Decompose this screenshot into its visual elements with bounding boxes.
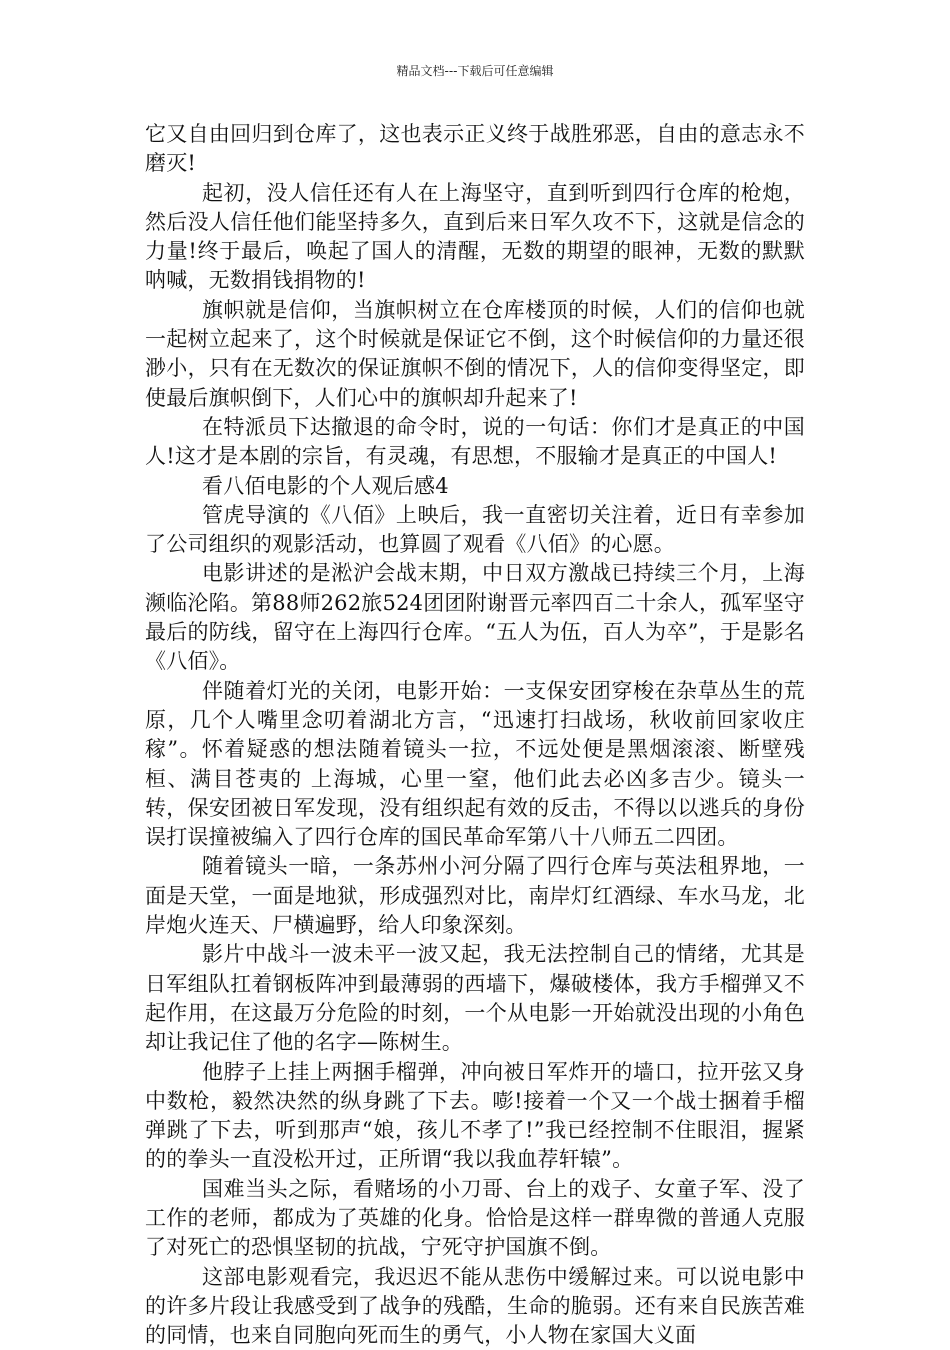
paragraph: 这部电影观看完，我迟迟不能从悲伤中缓解过来。可以说电影中的许多片段让我感受到了战争的残酷，生命的脆弱。还有来自民族苦难的同情，也来自同胞向死而生的勇气，小人物在家国大义面: [145, 1264, 805, 1348]
paragraph: 起初，没人信任还有人在上海坚守，直到听到四行仓库的枪炮，然后没人信任他们能坚持多久，直到后来日军久攻不下，这就是信念的力量!终于最后，唤起了国人的清醒，无数的期望的眼神，无数的默默呐喊，无数捐钱捐物的!: [145, 180, 805, 293]
paragraph: 伴随着灯光的关闭，电影开始：一支保安团穿梭在杂草丛生的荒原，几个人嘴里念叨着湖北方言，“迅速打扫战场，秋收前回家收庄稼”。怀着疑惑的想法随着镜头一拉，不远处便是黑烟滚滚、断壁残桓、满目苍夷的 上海城，心里一窒，他们此去必凶多吉少。镜头一转，保安团被日军发现，没有组织起有效的反击，不得以以逃兵的身份误打误撞被编入了四行仓库的国民革命军第八十八师五二四团。: [145, 678, 805, 850]
page-header: 精品文档---下载后可任意编辑: [396, 64, 554, 78]
section-title: 看八佰电影的个人观后感4: [202, 473, 449, 498]
paragraph: 电影讲述的是淞沪会战末期，中日双方激战已持续三个月，上海濒临沦陷。第88师262旅524团团附谢晋元率四百二十余人，孤军坚守最后的防线，留守在上海四行仓库。“五人为伍，百人为卒”，于是影名《八佰》。: [145, 561, 805, 674]
paragraph: 在特派员下达撤退的命令时，说的一句话：你们才是真正的中国人!这才是本剧的宗旨，有灵魂，有思想，不服输才是真正的中国人!: [145, 414, 805, 469]
paragraph: 国难当头之际，看赌场的小刀哥、台上的戏子、女童子军、没了工作的老师，都成为了英雄的化身。恰恰是这样一群卑微的普通人克服了对死亡的恐惧坚韧的抗战，宁死守护国旗不倒。: [145, 1176, 805, 1260]
paragraph-continuation: 它又自由回归到仓库了，这也表示正义终于战胜邪恶，自由的意志永不磨灭!: [145, 122, 805, 176]
paragraph: 他脖子上挂上两捆手榴弹，冲向被日军炸开的墙口，拉开弦又身中数枪，毅然决然的纵身跳了下去。嘭!接着一个又一个战士捆着手榴弹跳了下去，听到那声“娘，孩儿不孝了!”我已经控制不住眼泪，握紧的的拳头一直没松开过，正所谓“我以我血荐轩辕”。: [145, 1059, 805, 1172]
document-body: [145, 120, 805, 1350]
paragraph: 管虎导演的《八佰》上映后，我一直密切关注着，近日有幸参加了公司组织的观影活动，也算圆了观看《八佰》的心愿。: [145, 502, 805, 557]
paragraph: 旗帜就是信仰，当旗帜树立在仓库楼顶的时候，人们的信仰也就一起树立起来了，这个时候就是保证它不倒，这个时候信仰的力量还很渺小，只有在无数次的保证旗帜不倒的情况下，人的信仰变得坚定，即使最后旗帜倒下，人们心中的旗帜却升起来了!: [145, 297, 805, 410]
paragraph: 影片中战斗一波未平一波又起，我无法控制自己的情绪，尤其是日军组队扛着钢板阵冲到最薄弱的西墙下，爆破楼体，我方手榴弹又不起作用，在这最万分危险的时刻，一个从电影一开始就没出现的小角色却让我记住了他的名字—陈树生。: [145, 942, 805, 1055]
paragraph: 随着镜头一暗，一条苏州小河分隔了四行仓库与英法租界地，一面是天堂，一面是地狱，形成强烈对比，南岸灯红酒绿、车水马龙，北岸炮火连天、尸横遍野，给人印象深刻。: [145, 854, 805, 938]
